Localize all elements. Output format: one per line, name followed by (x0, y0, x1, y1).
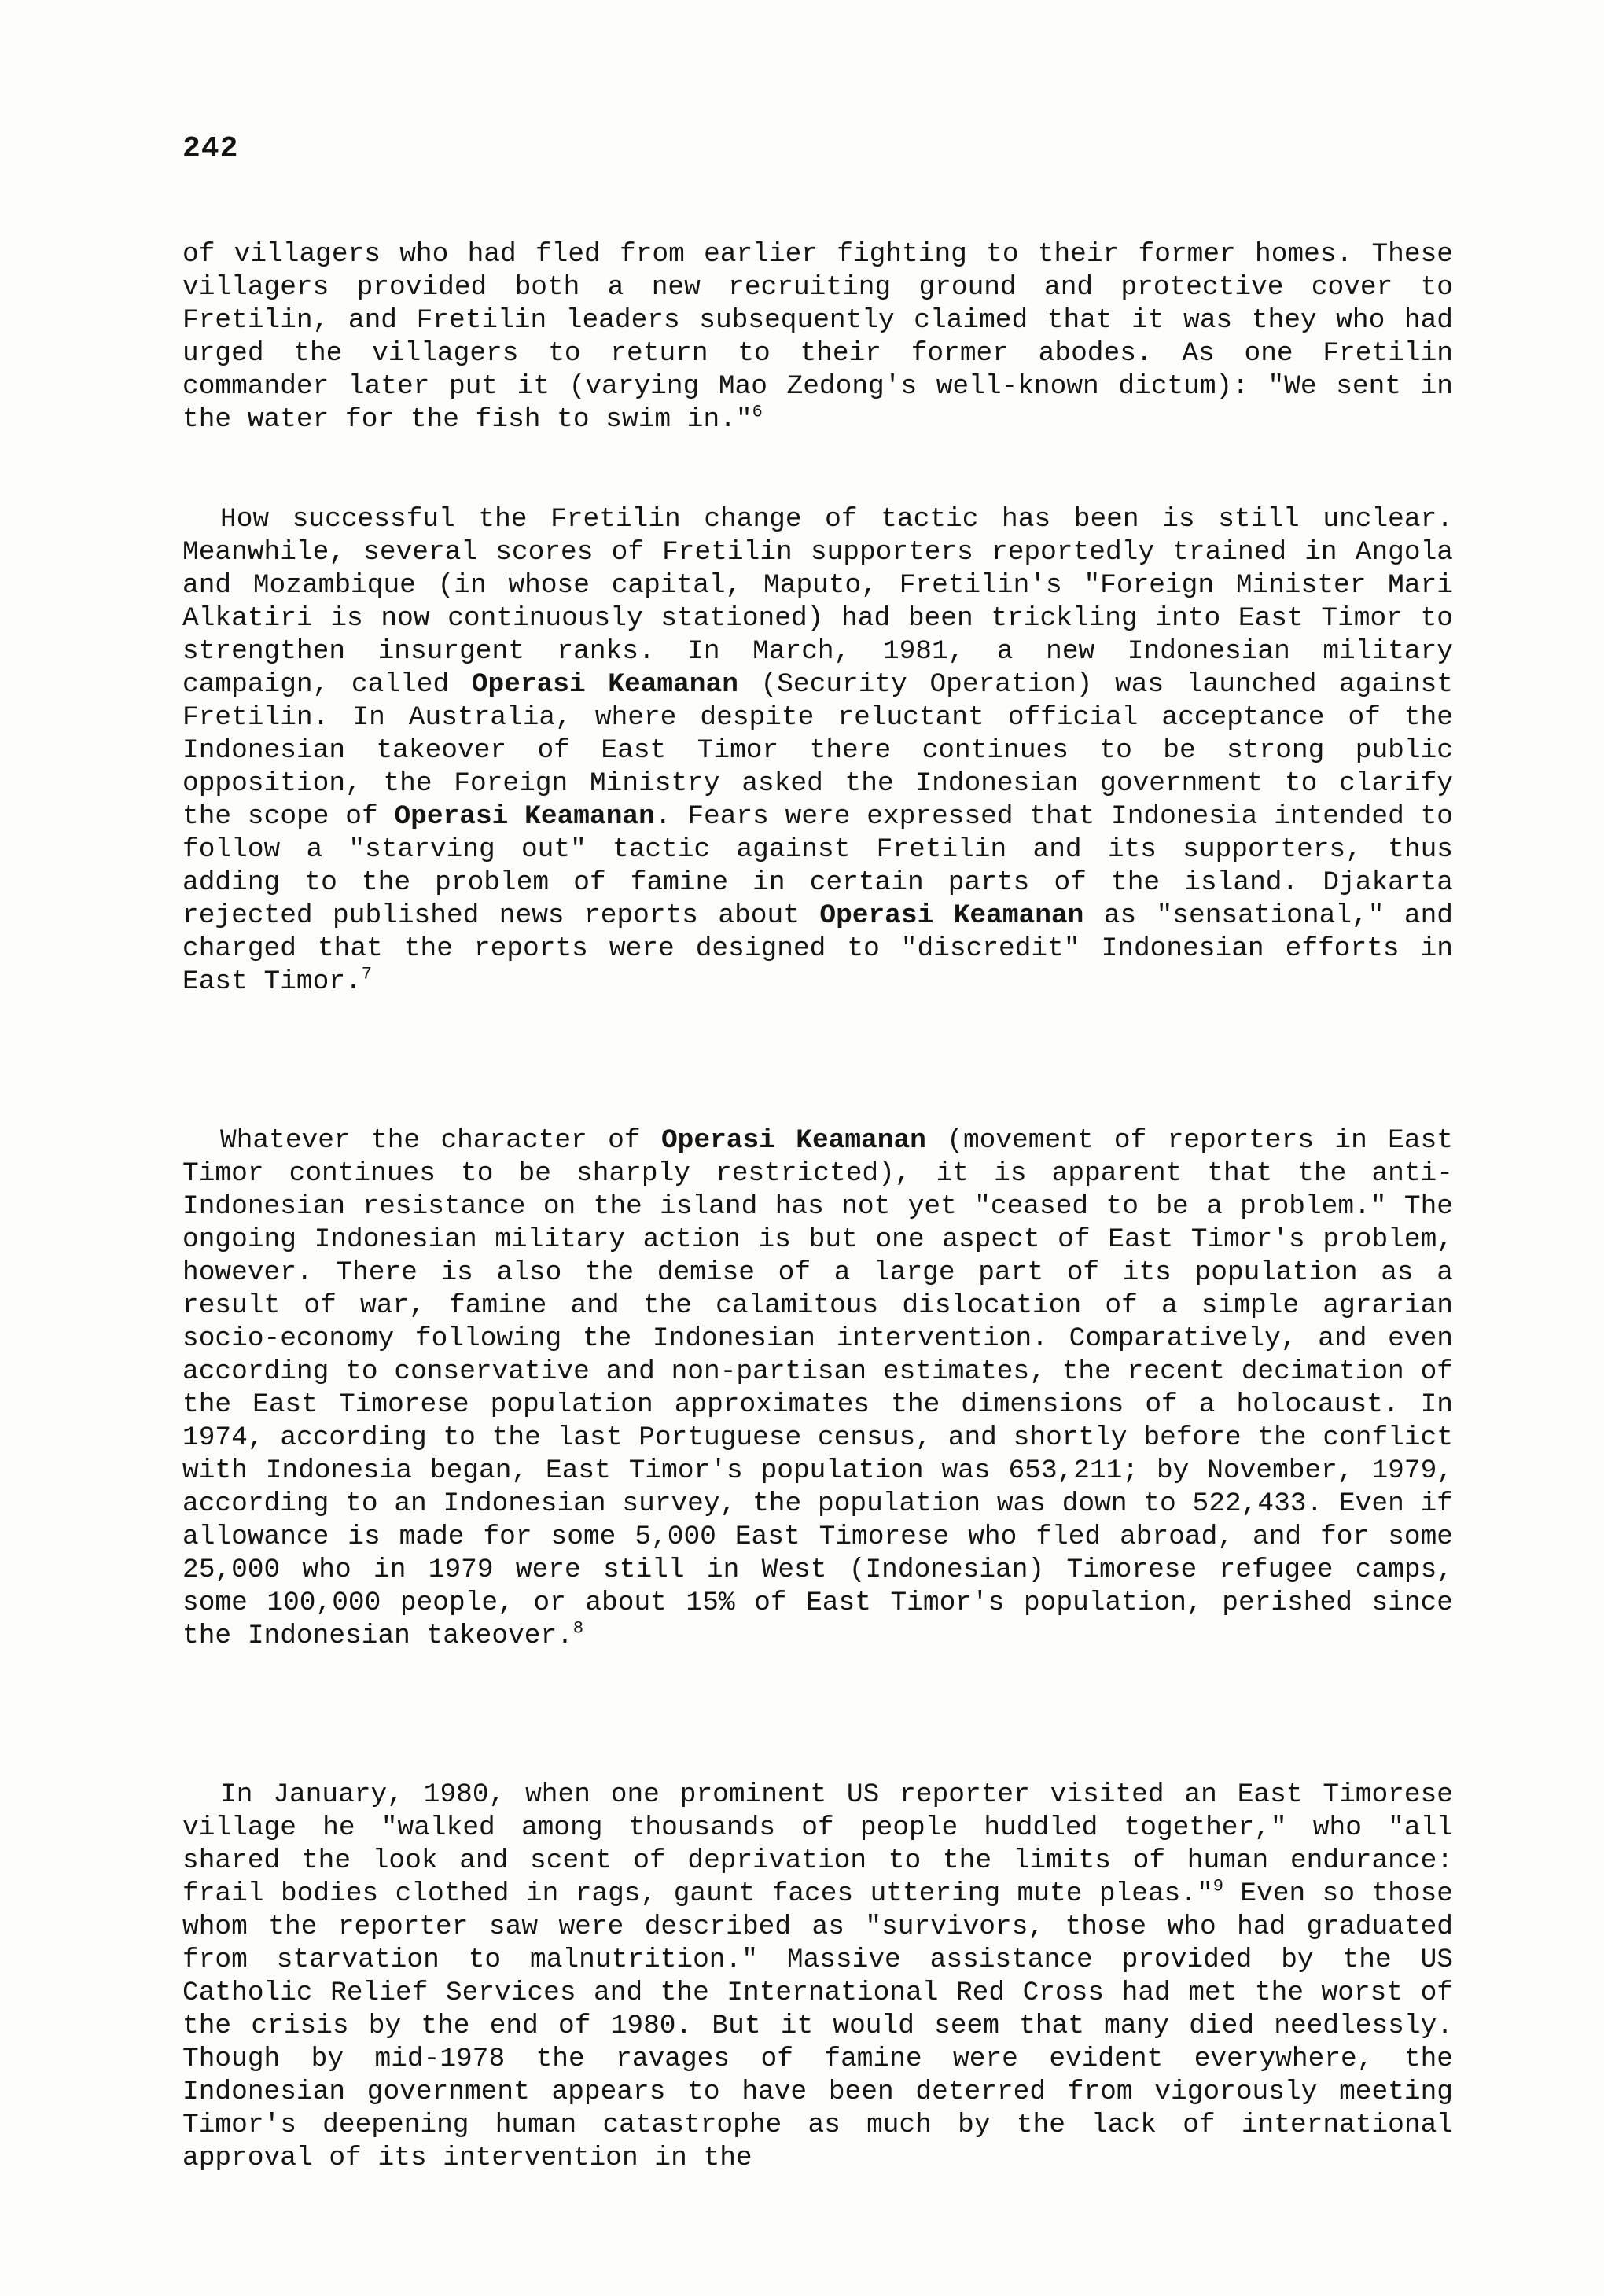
paragraph-4 (182, 1779, 1453, 2175)
emphasized-term: Operasi Keamanan (471, 668, 738, 700)
text-run: In January, 1980, when one prominent US reporter visited an East Timorese village he "walked among thousands of people huddled together," who "all shared the look and scent of deprivation to the limits of human endurance: frail bodies clothed in rags, gaunt faces uttering mute pleas." (182, 1779, 1453, 1909)
text-run: . Fears were expressed that Indonesia intended to follow a "starving out" tactic against Fretilin and its supporters, thus adding to the problem of famine in certain parts of the island. Djakarta rejected published news reports about (182, 800, 1453, 931)
footnote-ref: 7 (361, 964, 372, 984)
text-run: How successful the Fretilin change of tactic has been is still unclear. Meanwhile, several scores of Fretilin supporters reportedly trained in Angola and Mozambique (in whose capital, Maputo, Fretilin's "Foreign Minister Mari Alkatiri is now continuously stationed) had been trickling into East Timor to strengthen insurgent ranks. In March, 1981, a new Indonesian military campaign, called (182, 503, 1453, 700)
text-run: (movement of reporters in East Timor continues to be sharply restricted), it is apparent that the anti-Indonesian resistance on the island has not yet "ceased to be a problem." The ongoing Indonesian military action is but one aspect of East Timor's problem, however. There is also the demise of a large part of its population as a result of war, famine and the calamitous dislocation of a simple agrarian socio-economy following the Indonesian intervention. Comparatively, and even according to conservative and non-partisan estimates, the recent decimation of the East Timorese population approximates the dimensions of a holocaust. In 1974, according to the last Portuguese census, and shortly before the conflict with Indonesia began, East Timor's population was 653,211; by November, 1979, according to an Indonesian survey, the population was down to 522,433. Even if allowance is made for some 5,000 East Timorese who fled abroad, and for some 25,000 who in 1979 were still in West (Indonesian) Timorese refugee camps, some 100,000 people, or about 15% of East Timor's population, perished since the Indonesian takeover. (182, 1124, 1453, 1651)
emphasized-term: Operasi Keamanan (394, 800, 655, 832)
paragraph-3 (182, 1124, 1453, 1653)
text-run: (Security Operation) was launched against Fretilin. In Australia, where despite reluctant official acceptance of the Indonesian takeover of East Timor there continues to be strong public opposition, the Foreign Ministry asked the Indonesian government to clarify the scope of (182, 668, 1453, 832)
footnote-ref: 6 (752, 402, 763, 421)
text-run: Whatever the character of (220, 1124, 661, 1156)
page-number: 242 (182, 132, 239, 166)
paragraph-1 (182, 238, 1453, 436)
paragraph-2 (182, 503, 1453, 999)
text-run: of villagers who had fled from earlier fighting to their former homes. These villagers provided both a new recruiting ground and protective cover to Fretilin, and Fretilin leaders subsequently claimed that it was they who had urged the villagers to return to their former abodes. As one Fretilin commander later put it (varying Mao Zedong's well-known dictum): "We sent in the water for the fish to swim in." (182, 238, 1453, 435)
footnote-ref: 9 (1212, 1876, 1223, 1896)
emphasized-term: Operasi Keamanan (819, 900, 1084, 931)
text-run: as "sensational," and charged that the reports were designed to "discredit" Indonesian efforts in East Timor. (182, 900, 1453, 997)
footnote-ref: 8 (572, 1618, 584, 1638)
text-run: Even so those whom the reporter saw were described as "survivors, those who had graduated from starvation to malnutrition." Massive assistance provided by the US Catholic Relief Services and the International Red Cross had met the worst of the crisis by the end of 1980. But it would seem that many died needlessly. Though by mid-1978 the ravages of famine were evident everywhere, the Indonesian government appears to have been deterred from vigorously meeting Timor's deepening human catastrophe as much by the lack of international approval of its intervention in the (182, 1878, 1453, 2173)
emphasized-term: Operasi Keamanan (660, 1124, 926, 1156)
